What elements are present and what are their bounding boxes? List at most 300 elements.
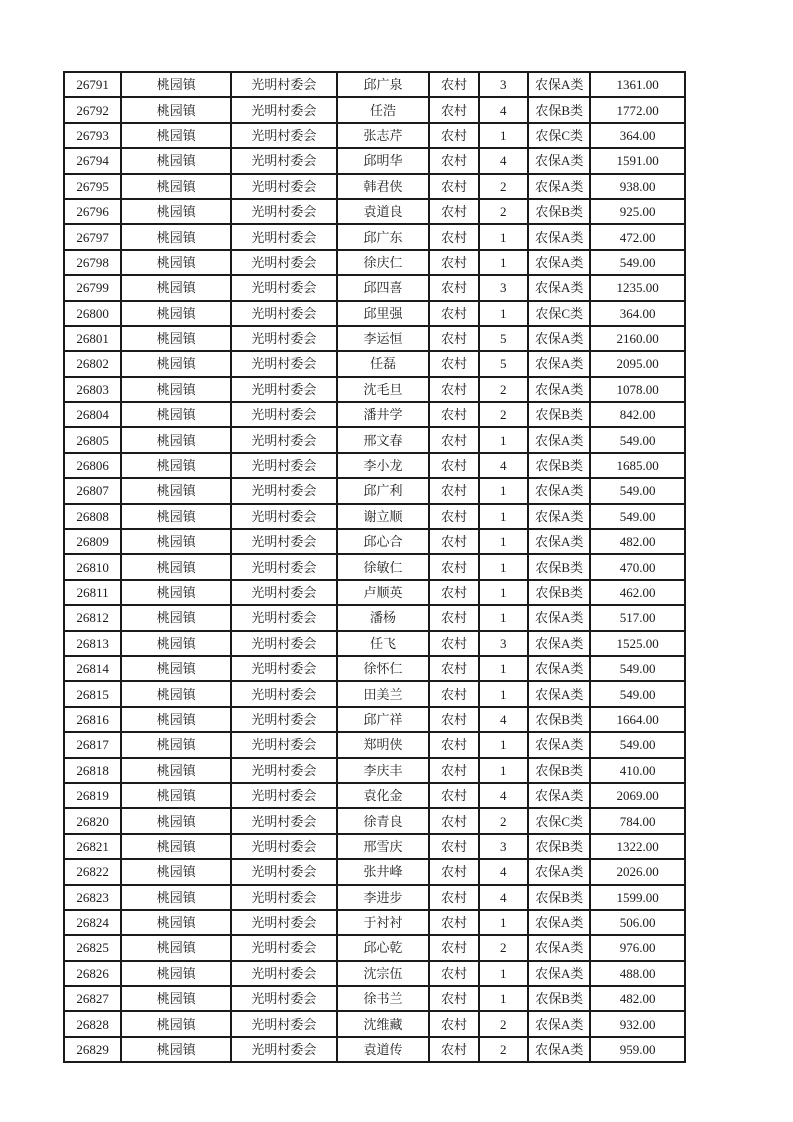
- cell-count: 2: [479, 402, 528, 427]
- cell-name: 李庆丰: [337, 758, 430, 783]
- cell-town: 桃园镇: [121, 961, 231, 986]
- cell-village: 光明村委会: [231, 377, 337, 402]
- cell-village: 光明村委会: [231, 301, 337, 326]
- cell-count: 3: [479, 834, 528, 859]
- cell-category: 农保B类: [528, 97, 590, 122]
- cell-category: 农保B类: [528, 707, 590, 732]
- table-row: [64, 935, 685, 960]
- cell-count: 4: [479, 453, 528, 478]
- cell-residence: 农村: [429, 224, 478, 249]
- cell-village: 光明村委会: [231, 580, 337, 605]
- cell-residence: 农村: [429, 402, 478, 427]
- cell-residence: 农村: [429, 783, 478, 808]
- cell-village: 光明村委会: [231, 605, 337, 630]
- cell-amount: 2069.00: [590, 783, 685, 808]
- cell-category: 农保A类: [528, 72, 590, 97]
- cell-category: 农保A类: [528, 732, 590, 757]
- cell-town: 桃园镇: [121, 859, 231, 884]
- table-row: [64, 453, 685, 478]
- table-row: [64, 961, 685, 986]
- cell-village: 光明村委会: [231, 529, 337, 554]
- cell-amount: 1078.00: [590, 377, 685, 402]
- cell-amount: 1525.00: [590, 631, 685, 656]
- cell-village: 光明村委会: [231, 72, 337, 97]
- cell-category: 农保A类: [528, 275, 590, 300]
- cell-name: 任磊: [337, 351, 430, 376]
- cell-count: 1: [479, 986, 528, 1011]
- cell-residence: 农村: [429, 631, 478, 656]
- cell-village: 光明村委会: [231, 554, 337, 579]
- cell-residence: 农村: [429, 1037, 478, 1062]
- table-row: [64, 427, 685, 452]
- cell-residence: 农村: [429, 961, 478, 986]
- cell-name: 袁道传: [337, 1037, 430, 1062]
- cell-count: 1: [479, 732, 528, 757]
- cell-village: 光明村委会: [231, 427, 337, 452]
- cell-residence: 农村: [429, 72, 478, 97]
- cell-residence: 农村: [429, 885, 478, 910]
- cell-serial: 26805: [64, 427, 121, 452]
- cell-category: 农保B类: [528, 986, 590, 1011]
- cell-town: 桃园镇: [121, 351, 231, 376]
- cell-town: 桃园镇: [121, 910, 231, 935]
- cell-village: 光明村委会: [231, 656, 337, 681]
- table-row: [64, 681, 685, 706]
- cell-category: 农保A类: [528, 859, 590, 884]
- cell-amount: 1322.00: [590, 834, 685, 859]
- cell-category: 农保B类: [528, 885, 590, 910]
- cell-town: 桃园镇: [121, 123, 231, 148]
- cell-village: 光明村委会: [231, 250, 337, 275]
- cell-category: 农保B类: [528, 453, 590, 478]
- cell-residence: 农村: [429, 859, 478, 884]
- table-row: [64, 580, 685, 605]
- cell-residence: 农村: [429, 377, 478, 402]
- cell-amount: 1685.00: [590, 453, 685, 478]
- table-row: [64, 199, 685, 224]
- cell-serial: 26815: [64, 681, 121, 706]
- cell-count: 4: [479, 885, 528, 910]
- cell-category: 农保B类: [528, 580, 590, 605]
- cell-amount: 959.00: [590, 1037, 685, 1062]
- cell-serial: 26809: [64, 529, 121, 554]
- cell-town: 桃园镇: [121, 834, 231, 859]
- cell-count: 3: [479, 631, 528, 656]
- cell-town: 桃园镇: [121, 224, 231, 249]
- cell-residence: 农村: [429, 326, 478, 351]
- cell-count: 2: [479, 1037, 528, 1062]
- cell-serial: 26812: [64, 605, 121, 630]
- cell-serial: 26791: [64, 72, 121, 97]
- cell-town: 桃园镇: [121, 199, 231, 224]
- cell-category: 农保A类: [528, 224, 590, 249]
- cell-serial: 26825: [64, 935, 121, 960]
- cell-name: 徐庆仁: [337, 250, 430, 275]
- cell-town: 桃园镇: [121, 377, 231, 402]
- cell-name: 潘杨: [337, 605, 430, 630]
- cell-amount: 472.00: [590, 224, 685, 249]
- cell-serial: 26817: [64, 732, 121, 757]
- cell-village: 光明村委会: [231, 935, 337, 960]
- cell-name: 谢立顺: [337, 504, 430, 529]
- cell-name: 李小龙: [337, 453, 430, 478]
- cell-town: 桃园镇: [121, 250, 231, 275]
- cell-count: 1: [479, 580, 528, 605]
- cell-serial: 26800: [64, 301, 121, 326]
- cell-residence: 农村: [429, 656, 478, 681]
- cell-name: 邢文春: [337, 427, 430, 452]
- table-row: [64, 377, 685, 402]
- table-row: [64, 326, 685, 351]
- table-row: [64, 707, 685, 732]
- cell-amount: 1361.00: [590, 72, 685, 97]
- table-row: [64, 301, 685, 326]
- cell-count: 1: [479, 224, 528, 249]
- table-row: [64, 732, 685, 757]
- cell-residence: 农村: [429, 681, 478, 706]
- cell-village: 光明村委会: [231, 224, 337, 249]
- table-row: [64, 275, 685, 300]
- cell-residence: 农村: [429, 605, 478, 630]
- cell-name: 张志芹: [337, 123, 430, 148]
- cell-name: 邱广东: [337, 224, 430, 249]
- cell-count: 1: [479, 478, 528, 503]
- cell-residence: 农村: [429, 732, 478, 757]
- cell-category: 农保B类: [528, 402, 590, 427]
- cell-amount: 488.00: [590, 961, 685, 986]
- table-row: [64, 478, 685, 503]
- cell-village: 光明村委会: [231, 681, 337, 706]
- cell-serial: 26821: [64, 834, 121, 859]
- cell-amount: 925.00: [590, 199, 685, 224]
- cell-count: 2: [479, 377, 528, 402]
- cell-village: 光明村委会: [231, 351, 337, 376]
- table-row: [64, 224, 685, 249]
- cell-category: 农保C类: [528, 301, 590, 326]
- table-row: [64, 402, 685, 427]
- cell-category: 农保A类: [528, 1037, 590, 1062]
- cell-village: 光明村委会: [231, 834, 337, 859]
- cell-residence: 农村: [429, 910, 478, 935]
- cell-village: 光明村委会: [231, 148, 337, 173]
- cell-amount: 2026.00: [590, 859, 685, 884]
- cell-serial: 26807: [64, 478, 121, 503]
- table-row: [64, 834, 685, 859]
- table-row: [64, 605, 685, 630]
- cell-amount: 932.00: [590, 1011, 685, 1036]
- cell-village: 光明村委会: [231, 275, 337, 300]
- cell-town: 桃园镇: [121, 529, 231, 554]
- cell-count: 3: [479, 72, 528, 97]
- cell-town: 桃园镇: [121, 97, 231, 122]
- cell-serial: 26811: [64, 580, 121, 605]
- cell-name: 于衬衬: [337, 910, 430, 935]
- cell-residence: 农村: [429, 351, 478, 376]
- cell-amount: 549.00: [590, 478, 685, 503]
- cell-name: 卢顺英: [337, 580, 430, 605]
- cell-residence: 农村: [429, 199, 478, 224]
- cell-town: 桃园镇: [121, 732, 231, 757]
- cell-amount: 482.00: [590, 529, 685, 554]
- cell-serial: 26796: [64, 199, 121, 224]
- cell-village: 光明村委会: [231, 885, 337, 910]
- cell-serial: 26823: [64, 885, 121, 910]
- cell-name: 郑明侠: [337, 732, 430, 757]
- table-row: [64, 123, 685, 148]
- cell-name: 韩君侠: [337, 174, 430, 199]
- cell-category: 农保A类: [528, 377, 590, 402]
- cell-count: 4: [479, 148, 528, 173]
- cell-town: 桃园镇: [121, 453, 231, 478]
- cell-amount: 938.00: [590, 174, 685, 199]
- cell-count: 4: [479, 97, 528, 122]
- cell-category: 农保A类: [528, 681, 590, 706]
- cell-amount: 1235.00: [590, 275, 685, 300]
- table-row: [64, 351, 685, 376]
- cell-town: 桃园镇: [121, 174, 231, 199]
- cell-count: 1: [479, 656, 528, 681]
- cell-name: 邱心乾: [337, 935, 430, 960]
- cell-serial: 26808: [64, 504, 121, 529]
- cell-town: 桃园镇: [121, 758, 231, 783]
- cell-name: 沈宗伍: [337, 961, 430, 986]
- cell-category: 农保A类: [528, 1011, 590, 1036]
- cell-count: 1: [479, 123, 528, 148]
- cell-residence: 农村: [429, 986, 478, 1011]
- cell-count: 2: [479, 935, 528, 960]
- cell-residence: 农村: [429, 554, 478, 579]
- cell-residence: 农村: [429, 935, 478, 960]
- cell-name: 徐怀仁: [337, 656, 430, 681]
- cell-serial: 26803: [64, 377, 121, 402]
- cell-category: 农保A类: [528, 605, 590, 630]
- cell-amount: 410.00: [590, 758, 685, 783]
- table-row: [64, 529, 685, 554]
- cell-village: 光明村委会: [231, 631, 337, 656]
- table-row: [64, 1037, 685, 1062]
- cell-serial: 26827: [64, 986, 121, 1011]
- cell-count: 1: [479, 427, 528, 452]
- cell-village: 光明村委会: [231, 707, 337, 732]
- cell-count: 3: [479, 275, 528, 300]
- cell-village: 光明村委会: [231, 97, 337, 122]
- cell-category: 农保A类: [528, 478, 590, 503]
- cell-residence: 农村: [429, 529, 478, 554]
- cell-town: 桃园镇: [121, 504, 231, 529]
- cell-residence: 农村: [429, 174, 478, 199]
- cell-serial: 26799: [64, 275, 121, 300]
- cell-residence: 农村: [429, 1011, 478, 1036]
- cell-category: 农保B类: [528, 834, 590, 859]
- cell-village: 光明村委会: [231, 504, 337, 529]
- cell-residence: 农村: [429, 148, 478, 173]
- cell-category: 农保A类: [528, 529, 590, 554]
- cell-residence: 农村: [429, 453, 478, 478]
- table-row: [64, 808, 685, 833]
- cell-serial: 26822: [64, 859, 121, 884]
- cell-village: 光明村委会: [231, 453, 337, 478]
- cell-name: 邱心合: [337, 529, 430, 554]
- cell-serial: 26828: [64, 1011, 121, 1036]
- cell-amount: 1664.00: [590, 707, 685, 732]
- cell-amount: 462.00: [590, 580, 685, 605]
- cell-amount: 1772.00: [590, 97, 685, 122]
- cell-name: 袁道良: [337, 199, 430, 224]
- cell-town: 桃园镇: [121, 935, 231, 960]
- cell-town: 桃园镇: [121, 605, 231, 630]
- cell-amount: 976.00: [590, 935, 685, 960]
- cell-category: 农保A类: [528, 783, 590, 808]
- cell-residence: 农村: [429, 834, 478, 859]
- cell-category: 农保C类: [528, 123, 590, 148]
- cell-serial: 26801: [64, 326, 121, 351]
- cell-town: 桃园镇: [121, 1011, 231, 1036]
- cell-count: 1: [479, 681, 528, 706]
- table-row: [64, 504, 685, 529]
- cell-serial: 26798: [64, 250, 121, 275]
- cell-category: 农保A类: [528, 351, 590, 376]
- cell-serial: 26816: [64, 707, 121, 732]
- cell-residence: 农村: [429, 97, 478, 122]
- cell-category: 农保B类: [528, 199, 590, 224]
- cell-name: 徐青良: [337, 808, 430, 833]
- cell-town: 桃园镇: [121, 72, 231, 97]
- cell-serial: 26820: [64, 808, 121, 833]
- cell-town: 桃园镇: [121, 427, 231, 452]
- cell-town: 桃园镇: [121, 148, 231, 173]
- cell-category: 农保A类: [528, 631, 590, 656]
- cell-amount: 482.00: [590, 986, 685, 1011]
- cell-count: 2: [479, 199, 528, 224]
- cell-category: 农保A类: [528, 910, 590, 935]
- cell-serial: 26824: [64, 910, 121, 935]
- table-row: [64, 250, 685, 275]
- cell-count: 5: [479, 326, 528, 351]
- cell-name: 李进步: [337, 885, 430, 910]
- cell-serial: 26792: [64, 97, 121, 122]
- cell-name: 邱广泉: [337, 72, 430, 97]
- cell-village: 光明村委会: [231, 174, 337, 199]
- cell-village: 光明村委会: [231, 732, 337, 757]
- cell-town: 桃园镇: [121, 656, 231, 681]
- table-row: [64, 554, 685, 579]
- cell-village: 光明村委会: [231, 783, 337, 808]
- cell-residence: 农村: [429, 250, 478, 275]
- cell-name: 任浩: [337, 97, 430, 122]
- cell-name: 沈毛旦: [337, 377, 430, 402]
- cell-amount: 549.00: [590, 250, 685, 275]
- cell-serial: 26814: [64, 656, 121, 681]
- cell-serial: 26802: [64, 351, 121, 376]
- cell-serial: 26826: [64, 961, 121, 986]
- cell-count: 1: [479, 758, 528, 783]
- table-row: [64, 986, 685, 1011]
- cell-village: 光明村委会: [231, 910, 337, 935]
- cell-town: 桃园镇: [121, 885, 231, 910]
- cell-name: 邱四喜: [337, 275, 430, 300]
- table-row: [64, 174, 685, 199]
- cell-amount: 549.00: [590, 427, 685, 452]
- cell-name: 李运恒: [337, 326, 430, 351]
- cell-amount: 470.00: [590, 554, 685, 579]
- table-body: [64, 72, 685, 1062]
- cell-category: 农保A类: [528, 250, 590, 275]
- cell-town: 桃园镇: [121, 1037, 231, 1062]
- cell-name: 沈维藏: [337, 1011, 430, 1036]
- cell-residence: 农村: [429, 478, 478, 503]
- cell-name: 田美兰: [337, 681, 430, 706]
- cell-amount: 549.00: [590, 656, 685, 681]
- cell-town: 桃园镇: [121, 478, 231, 503]
- cell-category: 农保A类: [528, 961, 590, 986]
- cell-count: 2: [479, 174, 528, 199]
- table-row: [64, 910, 685, 935]
- table-row: [64, 72, 685, 97]
- cell-name: 邱里强: [337, 301, 430, 326]
- cell-residence: 农村: [429, 123, 478, 148]
- cell-village: 光明村委会: [231, 1037, 337, 1062]
- cell-count: 2: [479, 1011, 528, 1036]
- cell-village: 光明村委会: [231, 758, 337, 783]
- cell-town: 桃园镇: [121, 783, 231, 808]
- cell-town: 桃园镇: [121, 301, 231, 326]
- cell-town: 桃园镇: [121, 631, 231, 656]
- table-row: [64, 758, 685, 783]
- cell-town: 桃园镇: [121, 326, 231, 351]
- cell-category: 农保C类: [528, 808, 590, 833]
- cell-count: 1: [479, 504, 528, 529]
- cell-residence: 农村: [429, 707, 478, 732]
- cell-residence: 农村: [429, 808, 478, 833]
- cell-count: 1: [479, 605, 528, 630]
- table-row: [64, 1011, 685, 1036]
- cell-category: 农保A类: [528, 656, 590, 681]
- cell-amount: 517.00: [590, 605, 685, 630]
- cell-count: 4: [479, 707, 528, 732]
- cell-town: 桃园镇: [121, 580, 231, 605]
- insurance-benefits-table: [63, 71, 686, 1063]
- cell-name: 张井峰: [337, 859, 430, 884]
- cell-amount: 364.00: [590, 301, 685, 326]
- cell-name: 潘井学: [337, 402, 430, 427]
- cell-name: 邱广利: [337, 478, 430, 503]
- cell-count: 5: [479, 351, 528, 376]
- cell-amount: 2160.00: [590, 326, 685, 351]
- table-row: [64, 148, 685, 173]
- table-row: [64, 97, 685, 122]
- cell-village: 光明村委会: [231, 478, 337, 503]
- cell-town: 桃园镇: [121, 275, 231, 300]
- cell-category: 农保B类: [528, 758, 590, 783]
- cell-serial: 26797: [64, 224, 121, 249]
- cell-count: 1: [479, 554, 528, 579]
- cell-serial: 26806: [64, 453, 121, 478]
- cell-count: 1: [479, 529, 528, 554]
- table-row: [64, 631, 685, 656]
- cell-count: 1: [479, 910, 528, 935]
- cell-amount: 364.00: [590, 123, 685, 148]
- cell-amount: 1591.00: [590, 148, 685, 173]
- cell-name: 袁化金: [337, 783, 430, 808]
- cell-residence: 农村: [429, 758, 478, 783]
- cell-town: 桃园镇: [121, 402, 231, 427]
- cell-residence: 农村: [429, 301, 478, 326]
- cell-residence: 农村: [429, 580, 478, 605]
- cell-name: 任飞: [337, 631, 430, 656]
- cell-category: 农保A类: [528, 427, 590, 452]
- cell-count: 4: [479, 783, 528, 808]
- cell-count: 2: [479, 808, 528, 833]
